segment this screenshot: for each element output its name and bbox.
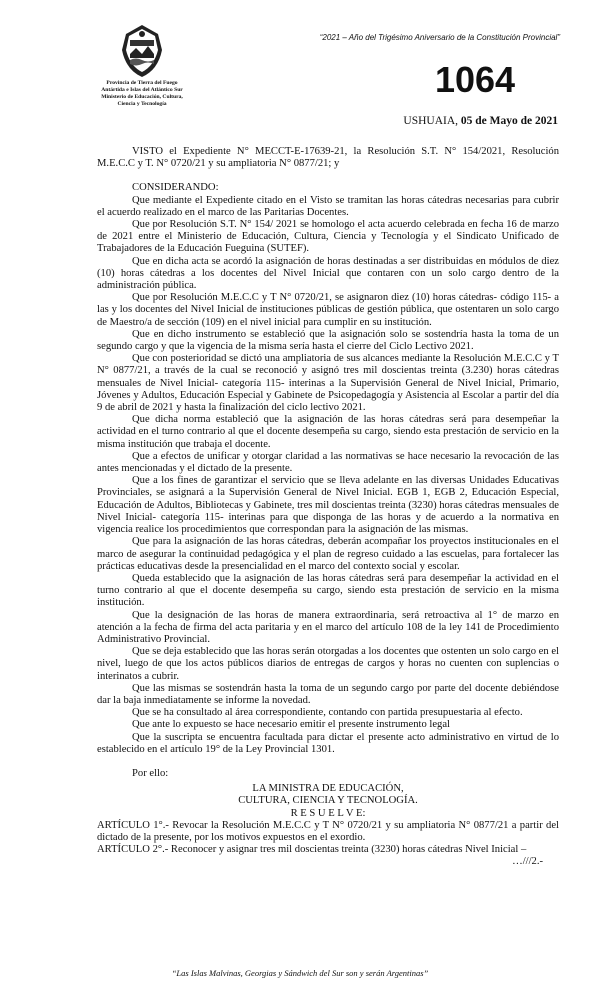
considerando-paragraph: Que a los fines de garantizar el servicio que se lleva adelante en las diversas Unidades Educativas Provinciales, se asignará a la Supervisión General de Nivel Inicial. EGB 1, EGB 2, Educación Especial, Educación de Adultos, Bibliotecas y Gabinete, tres mil doscientas treinta (3230) horas cátedras mensuales de Nivel Inicial- categoría 115- interinas para que disponga de las horas y de acuerdo a la normativa en vigencia realice los procedimientos que correspondan para la asignación de las mismas.: [97, 475, 559, 536]
province-line: Antártida e Islas del Atlántico Sur: [101, 87, 183, 93]
provincial-coat-of-arms-icon: [118, 24, 166, 78]
considerando-paragraph: Que se deja establecido que las horas serán otorgadas a los docentes que ostenten un solo cargo en el nivel, luego de que los actos públicos diarios de entregas de cargos y horas no cuenten con suplencias o interinatos a cubrir.: [97, 646, 559, 682]
considerando-paragraph: Que se ha consultado al área correspondiente, contando con partida presupuestaria al efecto.: [132, 707, 523, 719]
authority-line: LA MINISTRA DE EDUCACIÓN,: [252, 783, 404, 795]
place-date: [403, 115, 558, 127]
resolution-date: 05 de Mayo de 2021: [460, 115, 558, 127]
considerando-paragraph: Que para la asignación de las horas cátedras, deberán acompañar los proyectos institucionales en el marco de asegurar la continuidad pedagógica y el plan de regreso cuidado a las escuelas, para fortalecer las prácticas educativas desde la presencialidad en el marco del contexto social y escolar.: [97, 536, 559, 572]
place-name: USHUAIA,: [403, 115, 459, 127]
authority-line: CULTURA, CIENCIA Y TECNOLOGÍA.: [238, 795, 418, 807]
considerando-paragraph: Que a efectos de unificar y otorgar claridad a las normativas se hace necesario la revocación de las antes mencionadas y el dictado de la presente.: [97, 450, 559, 475]
resolution-body: [97, 146, 559, 869]
considerando-heading: CONSIDERANDO:: [132, 182, 219, 194]
considerando-paragraph: Que por Resolución M.E.C.C y T N° 0720/21, se asignaron diez (10) horas cátedras- código 115- a las y los docentes del Nivel Inicial de instituciones públicas de gestión pública, que ostentaren un solo cargo de Maestro/a de sección (109) en el nivel inicial para cumplir en su institución.: [97, 292, 559, 328]
province-heading: [86, 80, 198, 108]
malvinas-motto: “Las Islas Malvinas, Georgias y Sándwich del Sur son y serán Argentinas”: [171, 968, 429, 978]
page-continuation: …///2.-: [512, 856, 543, 868]
province-line: Provincia de Tierra del Fuego: [106, 80, 178, 86]
province-line: Ciencia y Tecnología: [117, 101, 167, 107]
considerando-paragraph: Que en dicha acta se acordó la asignación de horas destinadas a ser distribuidas en módulos de diez (10) horas cátedras a los docentes del Nivel Inicial que contaren con un solo cargo dentro de la administración pública.: [97, 255, 559, 292]
considerando-paragraph: Que la designación de las horas de manera extraordinaria, será retroactiva al 1° de marzo en atención a la fecha de firma del acta paritaria y en el marco del artículo 108 de la ley 141 de Procedimiento Administrativo Provincial.: [97, 609, 559, 645]
considerando-paragraph: Queda establecido que la asignación de las horas cátedras será para desempeñar la actividad en el turno contrario al que el docente desempeña su cargo, siendo esta prestación de servicio en la misma institución.: [97, 572, 559, 609]
resuelve-heading: R E S U E L V E:: [290, 807, 366, 819]
considerando-paragraph: Que mediante el Expediente citado en el Visto se tramitan las horas cátedras necesarias para cubrir el acuerdo realizado en el marco de las Paritarias Docentes.: [97, 194, 559, 218]
year-motto: “2021 – Año del Trigésimo Aniversario de la Constitución Provincial”: [319, 33, 560, 42]
province-line: Ministerio de Educación, Cultura,: [101, 94, 183, 100]
articulo-2: ARTÍCULO 2°.- Reconocer y asignar tres mil doscientas treinta (3230) horas cátedras Nivel Inicial –: [97, 844, 527, 856]
considerando-paragraph: Que dicha norma estableció que la asignación de las horas cátedras será para desempeñar la actividad en el turno contrario al que el docente desempeña su cargo, siendo esta prestación de servicio en la misma institución que trabaja el docente.: [97, 414, 559, 450]
considerando-paragraph: Que por Resolución S.T. N° 154/ 2021 se homologo el acta acuerdo celebrada en fecha 16 de marzo de 2021 entre el Ministerio de Educación, Cultura, Ciencia y Tecnología y el Sindicato Unificado de Trabajadores de la Educación Fueguina (SUTEF).: [97, 219, 559, 255]
considerando-paragraph: Que la suscripta se encuentra facultada para dictar el presente acto administrativo en virtud de lo establecido en el artículo 19° de la Ley Provincial 1301.: [97, 731, 559, 755]
considerando-paragraph: Que en dicho instrumento se estableció que la asignación solo se sostendría hasta la toma de un segundo cargo y que la vigencia de la misma sería hasta el cierre del Ciclo Lectivo 2021.: [97, 328, 559, 353]
articulo-1: ARTÍCULO 1°.- Revocar la Resolución M.E.C.C y T N° 0720/21 y su ampliatoria N° 0877/21 a partir del dictado de la presente, por los motivos expuestos en el exordio.: [97, 819, 559, 843]
resolution-number: 1064: [434, 59, 516, 100]
por-ello: Por ello:: [132, 767, 169, 779]
visto-paragraph: VISTO el Expediente N° MECCT-E-17639-21, la Resolución S.T. N° 154/2021, Resolución M.E.C.C y T. N° 0720/21 y su ampliatoria N° 0877/21; y: [97, 146, 559, 170]
considerando-paragraph: Que con posterioridad se dictó una ampliatoria de sus alcances mediante la Resolución M.E.C.C y T N° 0877/21, a través de la cual se reconoció y asignó tres mil doscientas treinta (3.230) horas cátedras mensuales de Nivel Inicial- categoría 115- interinas a la Supervisión General de Nivel Inicial, Primario, Jóvenes y Adultos, Educación Especial y Gabinete de Psicopedagogía y Asistencia al Escolar a partir del día 9 de abril de 2021 y hasta la finalización del ciclo lectivo 2021.: [97, 353, 559, 414]
considerando-paragraph: Que ante lo expuesto se hace necesario emitir el presente instrumento legal: [132, 719, 450, 731]
considerando-paragraph: Que las mismas se sostendrán hasta la toma de un segundo cargo por parte del docente debiéndose dar la baja inmediatamente se informe la novedad.: [97, 682, 559, 706]
